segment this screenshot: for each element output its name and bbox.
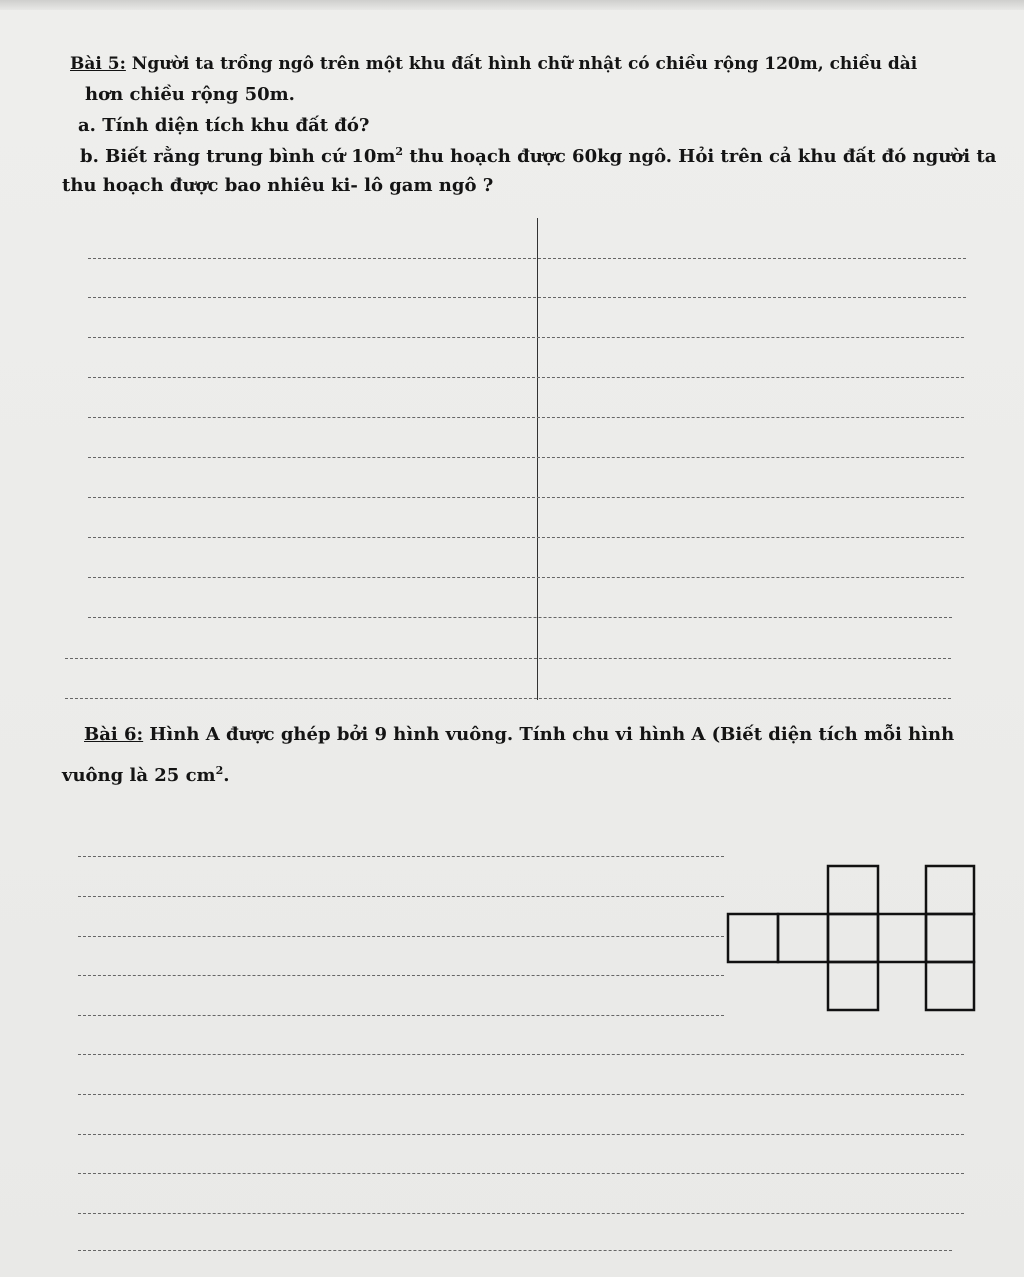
answer-line xyxy=(78,1054,964,1055)
answer-line xyxy=(88,617,952,618)
answer-line xyxy=(88,258,966,259)
bai5-part-b-sup: 2 xyxy=(395,145,404,158)
answer-line xyxy=(88,417,964,418)
bai5-part-b-start: b. Biết rằng trung bình cứ 10m xyxy=(80,146,396,167)
answer-line xyxy=(78,856,724,857)
answer-line xyxy=(78,1250,952,1251)
answer-divider xyxy=(537,218,538,700)
bai5-line1 xyxy=(70,54,917,74)
bai5-part-b-end: thu hoạch được 60kg ngô. Hỏi trên cả khu đất đó người ta xyxy=(403,146,997,167)
answer-line xyxy=(88,577,964,578)
figure-a xyxy=(720,858,982,1018)
answer-line xyxy=(78,1213,964,1214)
figure-square xyxy=(878,914,926,962)
figure-square xyxy=(926,914,974,962)
answer-line xyxy=(65,698,951,699)
bai5-text-line1: Người ta trồng ngô trên một khu đất hình chữ nhật có chiều rộng 120m, chiều dài xyxy=(131,54,918,74)
answer-line xyxy=(78,975,724,976)
answer-line xyxy=(88,497,964,498)
answer-line xyxy=(78,1015,724,1016)
figure-square xyxy=(828,962,878,1010)
paper-edge xyxy=(0,0,1024,10)
bai5-line2: hơn chiều rộng 50m. xyxy=(85,84,295,105)
bai5-last-line: thu hoạch được bao nhiêu ki- lô gam ngô ? xyxy=(62,175,494,196)
answer-line xyxy=(78,1094,964,1095)
bai6-line2-end: . xyxy=(223,765,230,786)
figure-square xyxy=(926,962,974,1010)
answer-line xyxy=(88,537,964,538)
answer-line xyxy=(65,658,951,659)
answer-line xyxy=(78,1134,964,1135)
answer-line xyxy=(78,936,724,937)
figure-square xyxy=(828,914,878,962)
bai6-line2-sup: 2 xyxy=(215,764,224,777)
answer-line xyxy=(78,1173,964,1174)
answer-line xyxy=(88,297,966,298)
answer-line xyxy=(88,377,964,378)
bai6-line2-start: vuông là 25 cm xyxy=(62,765,216,786)
figure-square xyxy=(828,866,878,914)
figure-square xyxy=(926,866,974,914)
bai6-line1 xyxy=(84,724,954,746)
figure-square xyxy=(728,914,778,962)
answer-line xyxy=(88,337,964,338)
bai6-text-line1: Hình A được ghép bởi 9 hình vuông. Tính chu vi hình A (Biết diện tích mỗi hình xyxy=(143,724,955,745)
bai6-line2 xyxy=(62,764,230,787)
bai6-title: Bài 6: xyxy=(84,724,144,745)
figure-square xyxy=(778,914,828,962)
bai5-part-a: a. Tính diện tích khu đất đó? xyxy=(78,115,370,136)
answer-line xyxy=(88,457,964,458)
bai5-title: Bài 5: xyxy=(70,54,126,74)
bai5-part-b xyxy=(80,145,996,168)
answer-line xyxy=(78,896,724,897)
